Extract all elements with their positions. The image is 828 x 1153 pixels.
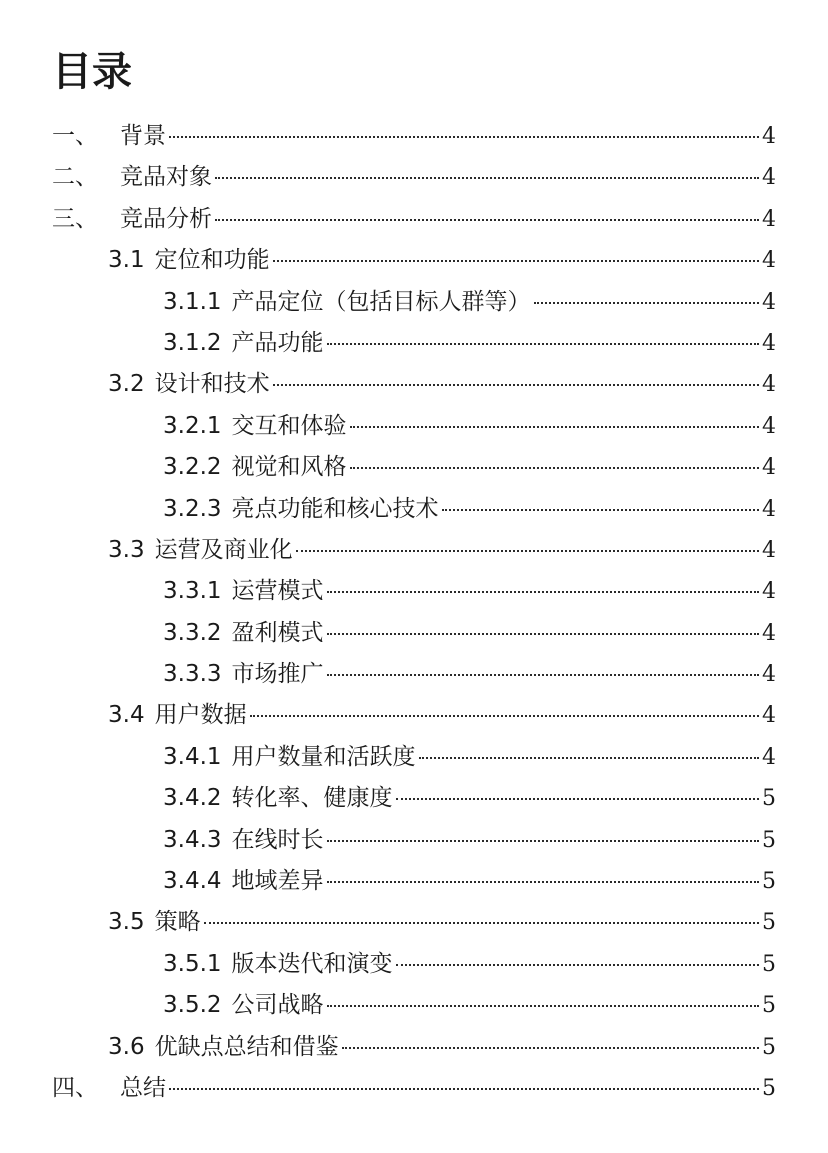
toc-entry-page-number: 4 — [762, 620, 776, 646]
toc-entry-label: 在线时长 — [231, 826, 324, 853]
toc-entry-page-number: 5 — [762, 1034, 776, 1060]
toc-entry-page-number: 4 — [762, 372, 776, 398]
table-of-contents — [0, 116, 828, 1109]
toc-entry[interactable] — [0, 364, 828, 405]
toc-entry-page-number: 4 — [762, 165, 776, 191]
toc-entry[interactable] — [0, 323, 828, 364]
toc-entry-page-number: 4 — [762, 248, 776, 274]
toc-entry-number: 3.3.2 — [163, 619, 222, 646]
toc-entry-page-number: 5 — [762, 993, 776, 1019]
toc-entry[interactable] — [0, 489, 828, 530]
toc-entry-number: 3.5.1 — [163, 950, 222, 977]
dot-leader — [419, 757, 759, 759]
toc-entry[interactable] — [0, 695, 828, 736]
toc-entry-number: 3.3.1 — [163, 578, 222, 605]
dot-leader — [396, 964, 759, 966]
toc-entry-label: 版本迭代和演变 — [231, 950, 393, 977]
toc-entry-label: 亮点功能和核心技术 — [231, 495, 439, 522]
toc-entry-number: 3.2 — [108, 371, 145, 398]
toc-entry[interactable] — [0, 282, 828, 323]
dot-leader — [169, 136, 759, 138]
toc-entry-label: 定位和功能 — [154, 247, 270, 274]
toc-entry-page-number: 4 — [762, 537, 776, 563]
dot-leader — [442, 509, 759, 511]
toc-entry[interactable] — [0, 737, 828, 778]
dot-leader — [327, 633, 759, 635]
toc-entry[interactable] — [0, 240, 828, 281]
page-title: 目录 — [52, 49, 132, 95]
toc-entry-label: 运营及商业化 — [154, 536, 293, 563]
toc-entry[interactable] — [0, 902, 828, 943]
dot-leader — [296, 550, 759, 552]
toc-entry-number: 3.2.1 — [163, 412, 222, 439]
dot-leader — [273, 384, 759, 386]
dot-leader — [534, 302, 759, 304]
toc-entry[interactable] — [0, 944, 828, 985]
toc-entry-page-number: 4 — [762, 413, 776, 439]
toc-entry[interactable] — [0, 571, 828, 612]
dot-leader — [215, 219, 759, 221]
toc-entry-page-number: 5 — [762, 910, 776, 936]
toc-entry-label: 交互和体验 — [231, 412, 347, 439]
dot-leader — [273, 260, 759, 262]
toc-entry[interactable] — [0, 1068, 828, 1109]
toc-entry-label: 竞品对象 — [120, 164, 212, 191]
toc-entry-label: 视觉和风格 — [231, 454, 347, 481]
toc-entry-number: 一、 — [52, 123, 98, 149]
toc-entry-label: 用户数据 — [154, 702, 247, 729]
toc-entry-number: 3.2.2 — [163, 454, 222, 481]
toc-entry[interactable] — [0, 985, 828, 1026]
toc-entry[interactable] — [0, 199, 828, 240]
dot-leader — [204, 922, 759, 924]
toc-entry-number: 二、 — [52, 164, 98, 191]
dot-leader — [396, 798, 759, 800]
dot-leader — [327, 1005, 759, 1007]
dot-leader — [327, 674, 759, 676]
toc-entry-label: 公司战略 — [231, 992, 324, 1019]
toc-entry[interactable] — [0, 406, 828, 447]
toc-entry-number: 三、 — [52, 205, 98, 232]
toc-entry-label: 产品定位（包括目标人群等） — [231, 288, 531, 315]
toc-entry-page-number: 4 — [762, 289, 776, 315]
toc-entry-number: 3.4 — [108, 702, 145, 729]
dot-leader — [250, 715, 759, 717]
toc-entry-number: 3.1 — [108, 247, 145, 274]
dot-leader — [327, 840, 759, 842]
toc-entry-page-number: 5 — [762, 951, 776, 977]
dot-leader — [350, 426, 759, 428]
toc-entry-label: 背景 — [120, 123, 166, 149]
toc-entry-label: 盈利模式 — [231, 619, 324, 646]
dot-leader — [327, 881, 759, 883]
toc-entry-label: 策略 — [154, 909, 201, 936]
toc-entry-number: 3.5.2 — [163, 992, 222, 1019]
toc-entry-label: 产品功能 — [231, 329, 324, 356]
toc-entry-page-number: 5 — [762, 869, 776, 895]
toc-entry-label: 优缺点总结和借鉴 — [154, 1033, 339, 1060]
toc-entry[interactable] — [0, 861, 828, 902]
toc-entry-page-number: 4 — [762, 703, 776, 729]
toc-entry-label: 市场推广 — [231, 661, 324, 688]
toc-entry-page-number: 4 — [762, 206, 776, 232]
toc-entry-label: 设计和技术 — [154, 371, 270, 398]
toc-entry[interactable] — [0, 116, 828, 157]
dot-leader — [215, 177, 759, 179]
toc-entry[interactable] — [0, 157, 828, 198]
toc-entry[interactable] — [0, 778, 828, 819]
toc-entry-label: 竞品分析 — [120, 205, 212, 232]
toc-entry-number: 四、 — [52, 1074, 98, 1101]
toc-entry-number: 3.4.4 — [163, 868, 222, 895]
toc-entry-label: 地域差异 — [231, 868, 324, 895]
dot-leader — [327, 343, 759, 345]
toc-entry-label: 总结 — [120, 1074, 166, 1101]
toc-entry-page-number: 4 — [762, 744, 776, 770]
dot-leader — [169, 1088, 759, 1090]
toc-entry-page-number: 4 — [762, 579, 776, 605]
dot-leader — [327, 591, 759, 593]
toc-entry-number: 3.4.1 — [163, 743, 222, 770]
toc-entry-page-number: 4 — [762, 455, 776, 481]
toc-entry-page-number: 5 — [762, 1075, 776, 1101]
toc-entry-number: 3.1.1 — [163, 288, 222, 315]
toc-entry-page-number: 4 — [762, 330, 776, 356]
toc-entry-label: 用户数量和活跃度 — [231, 743, 416, 770]
dot-leader — [350, 467, 759, 469]
toc-entry-label: 运营模式 — [231, 578, 324, 605]
toc-entry-page-number: 4 — [762, 662, 776, 688]
toc-entry-number: 3.3.3 — [163, 661, 222, 688]
toc-entry-page-number: 5 — [762, 827, 776, 853]
dot-leader — [342, 1047, 759, 1049]
toc-entry[interactable] — [0, 613, 828, 654]
toc-entry-number: 3.3 — [108, 536, 145, 563]
toc-entry-number: 3.1.2 — [163, 329, 222, 356]
toc-entry[interactable] — [0, 654, 828, 695]
toc-entry-number: 3.4.2 — [163, 785, 222, 812]
toc-entry-number: 3.6 — [108, 1033, 145, 1060]
toc-entry-number: 3.4.3 — [163, 826, 222, 853]
toc-entry[interactable] — [0, 530, 828, 571]
toc-entry-number: 3.2.3 — [163, 495, 222, 522]
toc-entry[interactable] — [0, 820, 828, 861]
toc-entry-number: 3.5 — [108, 909, 145, 936]
toc-entry-page-number: 4 — [762, 124, 776, 149]
toc-entry-label: 转化率、健康度 — [231, 785, 393, 812]
toc-entry[interactable] — [0, 447, 828, 488]
toc-entry-page-number: 4 — [762, 496, 776, 522]
toc-entry[interactable] — [0, 1027, 828, 1068]
toc-entry-page-number: 5 — [762, 786, 776, 812]
